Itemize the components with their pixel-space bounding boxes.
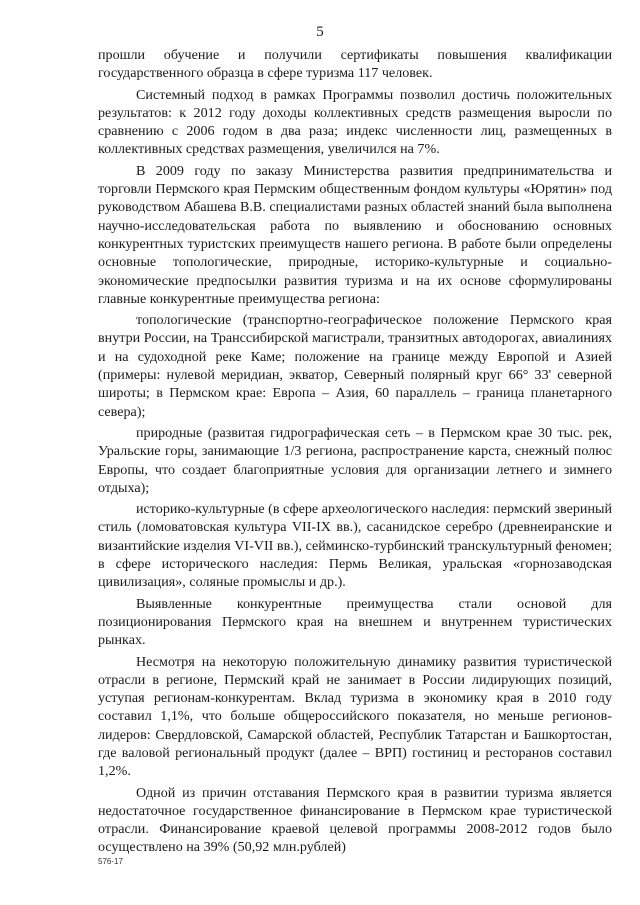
paragraph-research-2009: В 2009 году по заказу Министерства развития предпринимательства и торговли Пермского края Пермским общественным фондом культуры «Юрятин» под руководством Абашева В.В. специалистами разных областей знаний была выполнена научно-исследовательская работа по выявлению и обоснованию основных конкурентных туристских преимуществ нашего региона. В работе были определены основные топологические, природные, историко-культурные и социально-экономические предпосылки развития туризма и на их основе сформулированы главные конкурентные преимущества региона: [98,162,612,307]
paragraph-systemic-approach: Системный подход в рамках Программы позволил достичь положительных результатов: к 2012 году доходы коллективных средств размещения выросли по сравнению с 2006 годом в два раза; индекс численности лиц, размещенных в коллективных средствах размещения, увеличился на 7%. [98,86,612,158]
paragraph-natural: природные (развитая гидрографическая сеть – в Пермском крае 30 тыс. рек, Уральские горы, занимающие 1/3 региона, распространение карста, снежный полюс Европы, что создает благоприятные условия для организации летнего и зимнего отдыха); [98,424,612,496]
paragraph-topological: топологические (транспортно-географическое положение Пермского края внутри России, на Транссибирской магистрали, транзитных автодорогах, авиалиниях и на судоходной реке Каме; положение на границе между Европой и Азией (примеры: нулевой меридиан, экватор, Северный полярный круг 66° 33' северной широты; в Пермском крае: Европа – Азия, 60 параллель – граница планетарного севера); [98,312,612,420]
paragraph-positioning: Выявленные конкурентные преимущества стали основой для позиционирования Пермского края на внешнем и внутреннем туристических рынках. [98,595,612,649]
document-code: 576-17 [98,857,123,866]
page-number: 5 [316,24,324,40]
paragraph-continuation: прошли обучение и получили сертификаты повышения квалификации государственного образца в сфере туризма 117 человек. [98,47,612,82]
paragraph-financing: Одной из причин отставания Пермского края в развитии туризма является недостаточное государственное финансирование в Пермском крае туристической отрасли. Финансирование краевой целевой программы 2008-2012 годов было осуществлено на 39% (50,92 млн.рублей) [98,784,612,856]
paragraph-dynamics: Несмотря на некоторую положительную динамику развития туристической отрасли в регионе, Пермский край не занимает в России лидирующих позиций, уступая регионам-конкурентам. Вклад туризма в экономику края в 2010 году составил 1,1%, что больше общероссийского показателя, но меньше регионов-лидеров: Свердловской, Самарской областей, Республик Татарстан и Башкортостан, где валовой региональный продукт (далее – ВРП) гостиниц и ресторанов составил 1,2%. [98,653,612,780]
paragraph-historical-cultural: историко-культурные (в сфере археологического наследия: пермский звериный стиль (ломоватовская культура VII-IX вв.), сасанидское серебро (древнеиранские и византийские изделия VI-VII вв.), сейминско-турбинский транскультурный феномен; в сфере исторического наследия: Пермь Великая, уральская «горнозаводская цивилизация», соляные промыслы и др.). [98,501,612,591]
document-body [98,46,612,857]
